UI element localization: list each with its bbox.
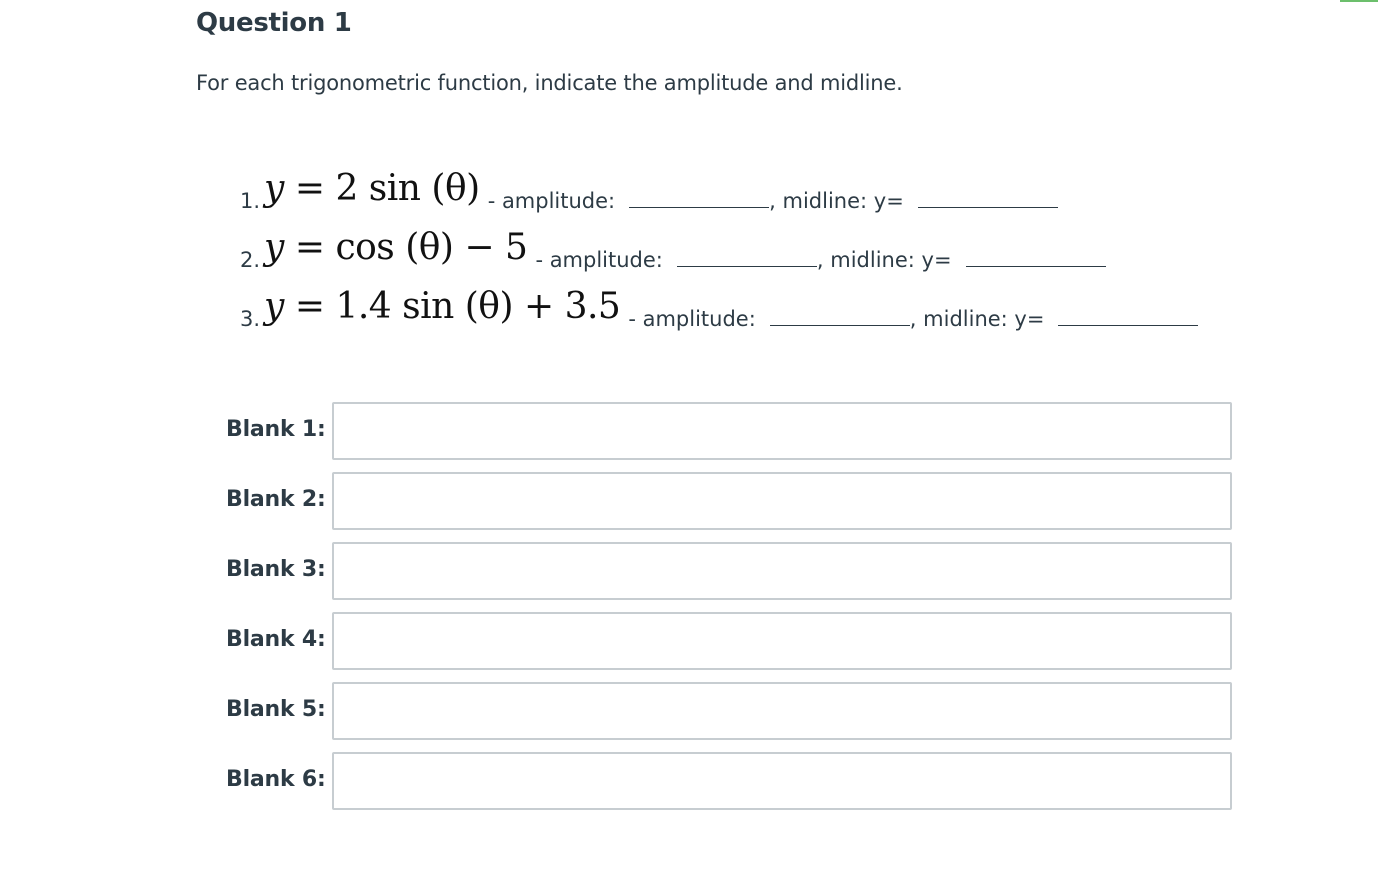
blank-label: Blank 4:	[226, 627, 326, 652]
equation-2	[264, 227, 527, 268]
amplitude-blank-line	[770, 315, 910, 326]
blank-5-input[interactable]	[332, 682, 1232, 740]
equation-lhs: y	[264, 286, 284, 327]
problem-item-1	[240, 168, 1058, 217]
blank-label: Blank 5:	[226, 697, 326, 722]
equation-lhs: y	[264, 168, 284, 209]
problem-number: 2.	[240, 248, 261, 272]
blank-1-input[interactable]	[332, 402, 1232, 460]
midline-label: , midline: y=	[909, 307, 1045, 331]
blank-row-2	[226, 472, 1210, 532]
equation-equals: =	[283, 286, 336, 327]
blank-row-4	[226, 612, 1210, 672]
blank-label: Blank 3:	[226, 557, 326, 582]
amplitude-blank-line	[677, 256, 817, 267]
blank-row-6	[226, 752, 1210, 812]
equation-equals: =	[283, 168, 336, 209]
equation-rhs: 1.4 sin (θ) + 3.5	[335, 286, 621, 327]
equation-1	[264, 168, 480, 209]
amplitude-label: - amplitude:	[487, 189, 616, 213]
blank-label: Blank 2:	[226, 487, 326, 512]
problem-item-2	[240, 227, 1106, 276]
top-accent-bar	[1340, 0, 1378, 2]
blank-label: Blank 1:	[226, 417, 326, 442]
equation-rhs: cos (θ) − 5	[335, 227, 528, 268]
problem-number: 1.	[240, 189, 261, 213]
blank-6-input[interactable]	[332, 752, 1232, 810]
blank-label: Blank 6:	[226, 767, 326, 792]
equation-equals: =	[283, 227, 336, 268]
midline-blank-line	[918, 197, 1058, 208]
question-prompt: For each trigonometric function, indicate the amplitude and midline.	[196, 71, 903, 95]
midline-blank-line	[1058, 315, 1198, 326]
midline-label: , midline: y=	[816, 248, 952, 272]
blank-row-1	[226, 402, 1210, 462]
equation-3	[264, 286, 620, 327]
equation-lhs: y	[264, 227, 284, 268]
blank-2-input[interactable]	[332, 472, 1232, 530]
amplitude-label: - amplitude:	[628, 307, 756, 331]
problem-item-3	[240, 286, 1198, 335]
blank-3-input[interactable]	[332, 542, 1232, 600]
amplitude-label: - amplitude:	[535, 248, 663, 272]
blank-4-input[interactable]	[332, 612, 1232, 670]
amplitude-blank-line	[629, 197, 769, 208]
blank-row-5	[226, 682, 1210, 742]
midline-label: , midline: y=	[769, 189, 904, 213]
midline-blank-line	[966, 256, 1106, 267]
question-title: Question 1	[196, 8, 352, 38]
blank-row-3	[226, 542, 1210, 602]
problem-number: 3.	[240, 307, 261, 331]
equation-rhs: 2 sin (θ)	[335, 168, 480, 209]
